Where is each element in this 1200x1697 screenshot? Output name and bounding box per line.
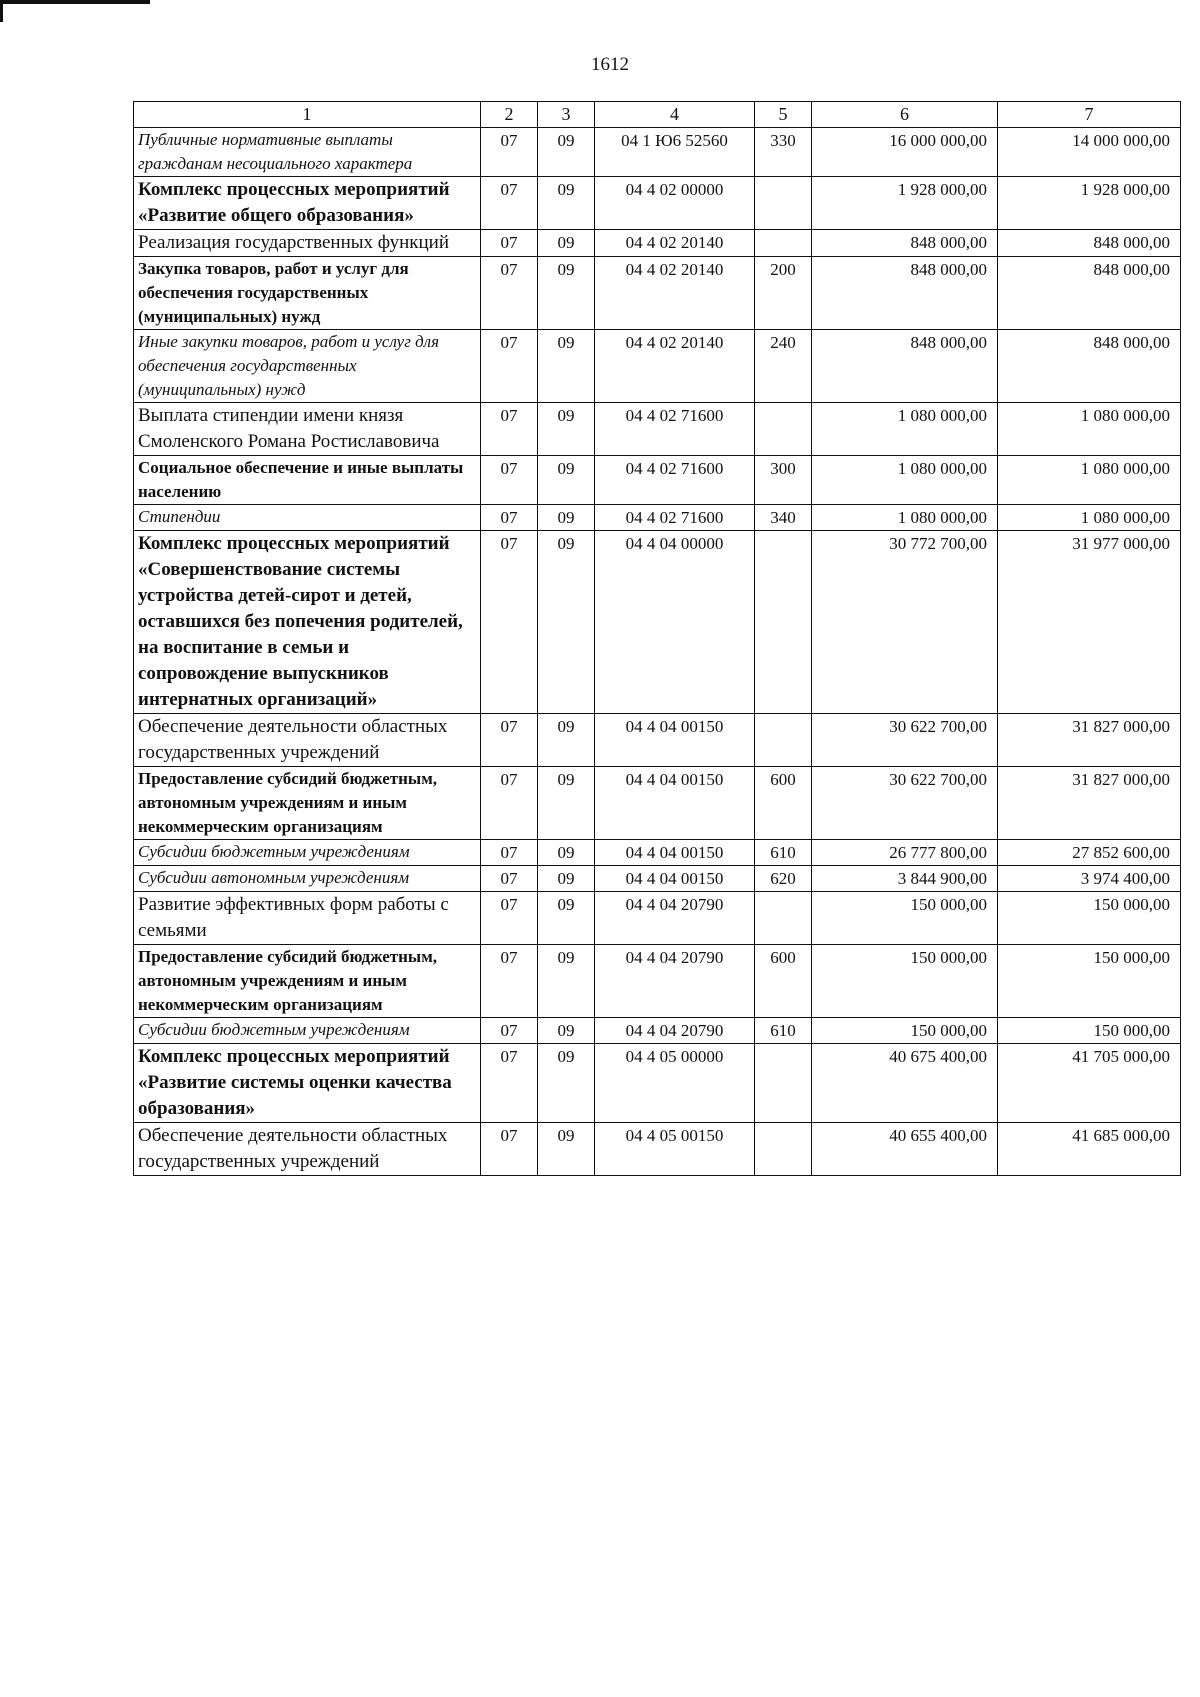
row-name: Субсидии автономным учреждениям — [134, 866, 481, 892]
row-target-article: 04 4 02 71600 — [595, 456, 755, 505]
row-subsection-code: 09 — [538, 403, 595, 456]
table-row — [134, 403, 1181, 456]
row-section-code: 07 — [481, 230, 538, 257]
row-name: Стипендии — [134, 505, 481, 531]
row-target-article: 04 4 02 20140 — [595, 257, 755, 330]
row-target-article: 04 4 04 00150 — [595, 866, 755, 892]
row-amount-year-1: 16 000 000,00 — [812, 128, 998, 177]
row-expense-type: 240 — [755, 330, 812, 403]
row-expense-type: 330 — [755, 128, 812, 177]
row-name: Закупка товаров, работ и услуг для обеспечения государственных (муниципальных) нужд — [134, 257, 481, 330]
row-expense-type: 200 — [755, 257, 812, 330]
row-expense-type: 340 — [755, 505, 812, 531]
row-amount-year-1: 3 844 900,00 — [812, 866, 998, 892]
row-section-code: 07 — [481, 1044, 538, 1123]
row-amount-year-2: 1 928 000,00 — [998, 177, 1181, 230]
table-row — [134, 330, 1181, 403]
header-col-7: 7 — [998, 102, 1181, 128]
row-expense-type: 620 — [755, 866, 812, 892]
row-section-code: 07 — [481, 505, 538, 531]
row-target-article: 04 4 04 00150 — [595, 714, 755, 767]
table-row — [134, 456, 1181, 505]
header-col-2: 2 — [481, 102, 538, 128]
table-row — [134, 892, 1181, 945]
row-target-article: 04 1 Ю6 52560 — [595, 128, 755, 177]
row-name: Субсидии бюджетным учреждениям — [134, 1018, 481, 1044]
row-section-code: 07 — [481, 1018, 538, 1044]
row-amount-year-1: 1 080 000,00 — [812, 403, 998, 456]
row-name: Обеспечение деятельности областных государственных учреждений — [134, 1123, 481, 1176]
row-name: Субсидии бюджетным учреждениям — [134, 840, 481, 866]
row-expense-type — [755, 403, 812, 456]
row-amount-year-2: 150 000,00 — [998, 945, 1181, 1018]
row-section-code: 07 — [481, 1123, 538, 1176]
table-row — [134, 945, 1181, 1018]
row-expense-type: 610 — [755, 1018, 812, 1044]
row-amount-year-2: 848 000,00 — [998, 330, 1181, 403]
row-subsection-code: 09 — [538, 866, 595, 892]
row-amount-year-2: 14 000 000,00 — [998, 128, 1181, 177]
row-amount-year-1: 150 000,00 — [812, 1018, 998, 1044]
row-expense-type: 300 — [755, 456, 812, 505]
row-subsection-code: 09 — [538, 714, 595, 767]
row-subsection-code: 09 — [538, 257, 595, 330]
table-row — [134, 505, 1181, 531]
table-row — [134, 230, 1181, 257]
row-target-article: 04 4 02 20140 — [595, 230, 755, 257]
row-name: Предоставление субсидий бюджетным, автономным учреждениям и иным некоммерческим организациям — [134, 767, 481, 840]
table-row — [134, 866, 1181, 892]
row-expense-type — [755, 531, 812, 714]
row-section-code: 07 — [481, 456, 538, 505]
row-target-article: 04 4 05 00150 — [595, 1123, 755, 1176]
row-name: Предоставление субсидий бюджетным, автономным учреждениям и иным некоммерческим организациям — [134, 945, 481, 1018]
table-row — [134, 767, 1181, 840]
table-row — [134, 1044, 1181, 1123]
row-name: Комплекс процессных мероприятий «Развитие общего образования» — [134, 177, 481, 230]
row-amount-year-2: 1 080 000,00 — [998, 403, 1181, 456]
row-amount-year-1: 1 080 000,00 — [812, 505, 998, 531]
row-amount-year-1: 848 000,00 — [812, 230, 998, 257]
row-amount-year-2: 31 977 000,00 — [998, 531, 1181, 714]
row-target-article: 04 4 04 20790 — [595, 892, 755, 945]
table-body — [134, 128, 1181, 1176]
header-row — [134, 102, 1181, 128]
row-section-code: 07 — [481, 177, 538, 230]
row-amount-year-2: 848 000,00 — [998, 257, 1181, 330]
row-subsection-code: 09 — [538, 767, 595, 840]
row-amount-year-2: 27 852 600,00 — [998, 840, 1181, 866]
row-name: Социальное обеспечение и иные выплаты населению — [134, 456, 481, 505]
row-section-code: 07 — [481, 892, 538, 945]
scan-corner-mark-vertical — [0, 0, 3, 22]
row-section-code: 07 — [481, 330, 538, 403]
row-target-article: 04 4 04 00150 — [595, 840, 755, 866]
row-name: Развитие эффективных форм работы с семьями — [134, 892, 481, 945]
row-target-article: 04 4 02 00000 — [595, 177, 755, 230]
table-row — [134, 257, 1181, 330]
row-name: Публичные нормативные выплаты гражданам несоциального характера — [134, 128, 481, 177]
row-expense-type: 610 — [755, 840, 812, 866]
row-amount-year-2: 150 000,00 — [998, 892, 1181, 945]
row-amount-year-1: 150 000,00 — [812, 945, 998, 1018]
row-target-article: 04 4 02 71600 — [595, 403, 755, 456]
row-target-article: 04 4 02 20140 — [595, 330, 755, 403]
row-subsection-code: 09 — [538, 1123, 595, 1176]
scan-corner-mark — [0, 0, 150, 4]
row-name: Обеспечение деятельности областных государственных учреждений — [134, 714, 481, 767]
row-amount-year-2: 31 827 000,00 — [998, 714, 1181, 767]
row-subsection-code: 09 — [538, 1044, 595, 1123]
table-row — [134, 714, 1181, 767]
header-col-6: 6 — [812, 102, 998, 128]
row-target-article: 04 4 04 20790 — [595, 1018, 755, 1044]
row-expense-type — [755, 230, 812, 257]
row-expense-type — [755, 1123, 812, 1176]
row-amount-year-1: 30 772 700,00 — [812, 531, 998, 714]
row-amount-year-1: 26 777 800,00 — [812, 840, 998, 866]
row-subsection-code: 09 — [538, 531, 595, 714]
row-name: Реализация государственных функций — [134, 230, 481, 257]
row-amount-year-1: 30 622 700,00 — [812, 767, 998, 840]
table-row — [134, 177, 1181, 230]
table-row — [134, 840, 1181, 866]
row-section-code: 07 — [481, 531, 538, 714]
row-amount-year-1: 1 928 000,00 — [812, 177, 998, 230]
row-section-code: 07 — [481, 767, 538, 840]
row-name: Иные закупки товаров, работ и услуг для обеспечения государственных (муниципальных) нужд — [134, 330, 481, 403]
header-col-5: 5 — [755, 102, 812, 128]
row-amount-year-2: 3 974 400,00 — [998, 866, 1181, 892]
row-amount-year-2: 150 000,00 — [998, 1018, 1181, 1044]
row-expense-type — [755, 177, 812, 230]
row-expense-type: 600 — [755, 945, 812, 1018]
row-subsection-code: 09 — [538, 945, 595, 1018]
row-amount-year-2: 848 000,00 — [998, 230, 1181, 257]
budget-table — [133, 101, 1181, 1176]
header-col-1: 1 — [134, 102, 481, 128]
row-section-code: 07 — [481, 128, 538, 177]
row-section-code: 07 — [481, 866, 538, 892]
row-target-article: 04 4 04 20790 — [595, 945, 755, 1018]
row-amount-year-1: 1 080 000,00 — [812, 456, 998, 505]
row-expense-type: 600 — [755, 767, 812, 840]
row-amount-year-1: 30 622 700,00 — [812, 714, 998, 767]
row-expense-type — [755, 714, 812, 767]
row-amount-year-2: 41 685 000,00 — [998, 1123, 1181, 1176]
row-amount-year-1: 40 675 400,00 — [812, 1044, 998, 1123]
row-section-code: 07 — [481, 714, 538, 767]
row-subsection-code: 09 — [538, 505, 595, 531]
row-amount-year-1: 40 655 400,00 — [812, 1123, 998, 1176]
row-name: Комплекс процессных мероприятий «Совершенствование системы устройства детей-сирот и детей, оставшихся без попечения родителей, на воспитание в семьи и сопровождение выпускников интернатных организаций» — [134, 531, 481, 714]
row-amount-year-1: 150 000,00 — [812, 892, 998, 945]
header-col-4: 4 — [595, 102, 755, 128]
row-target-article: 04 4 04 00000 — [595, 531, 755, 714]
row-subsection-code: 09 — [538, 892, 595, 945]
row-subsection-code: 09 — [538, 128, 595, 177]
table-row — [134, 531, 1181, 714]
row-section-code: 07 — [481, 840, 538, 866]
row-amount-year-2: 41 705 000,00 — [998, 1044, 1181, 1123]
row-subsection-code: 09 — [538, 456, 595, 505]
row-section-code: 07 — [481, 403, 538, 456]
row-expense-type — [755, 892, 812, 945]
row-subsection-code: 09 — [538, 330, 595, 403]
row-expense-type — [755, 1044, 812, 1123]
row-target-article: 04 4 05 00000 — [595, 1044, 755, 1123]
row-subsection-code: 09 — [538, 1018, 595, 1044]
row-section-code: 07 — [481, 945, 538, 1018]
page-number: 1612 — [591, 54, 629, 75]
row-amount-year-2: 1 080 000,00 — [998, 456, 1181, 505]
header-col-3: 3 — [538, 102, 595, 128]
row-section-code: 07 — [481, 257, 538, 330]
row-target-article: 04 4 02 71600 — [595, 505, 755, 531]
table-row — [134, 1123, 1181, 1176]
row-amount-year-2: 31 827 000,00 — [998, 767, 1181, 840]
row-subsection-code: 09 — [538, 230, 595, 257]
row-amount-year-1: 848 000,00 — [812, 330, 998, 403]
row-amount-year-1: 848 000,00 — [812, 257, 998, 330]
row-name: Комплекс процессных мероприятий «Развитие системы оценки качества образования» — [134, 1044, 481, 1123]
row-target-article: 04 4 04 00150 — [595, 767, 755, 840]
row-subsection-code: 09 — [538, 177, 595, 230]
row-amount-year-2: 1 080 000,00 — [998, 505, 1181, 531]
row-subsection-code: 09 — [538, 840, 595, 866]
row-name: Выплата стипендии имени князя Смоленского Романа Ростиславовича — [134, 403, 481, 456]
table-row — [134, 128, 1181, 177]
table-row — [134, 1018, 1181, 1044]
